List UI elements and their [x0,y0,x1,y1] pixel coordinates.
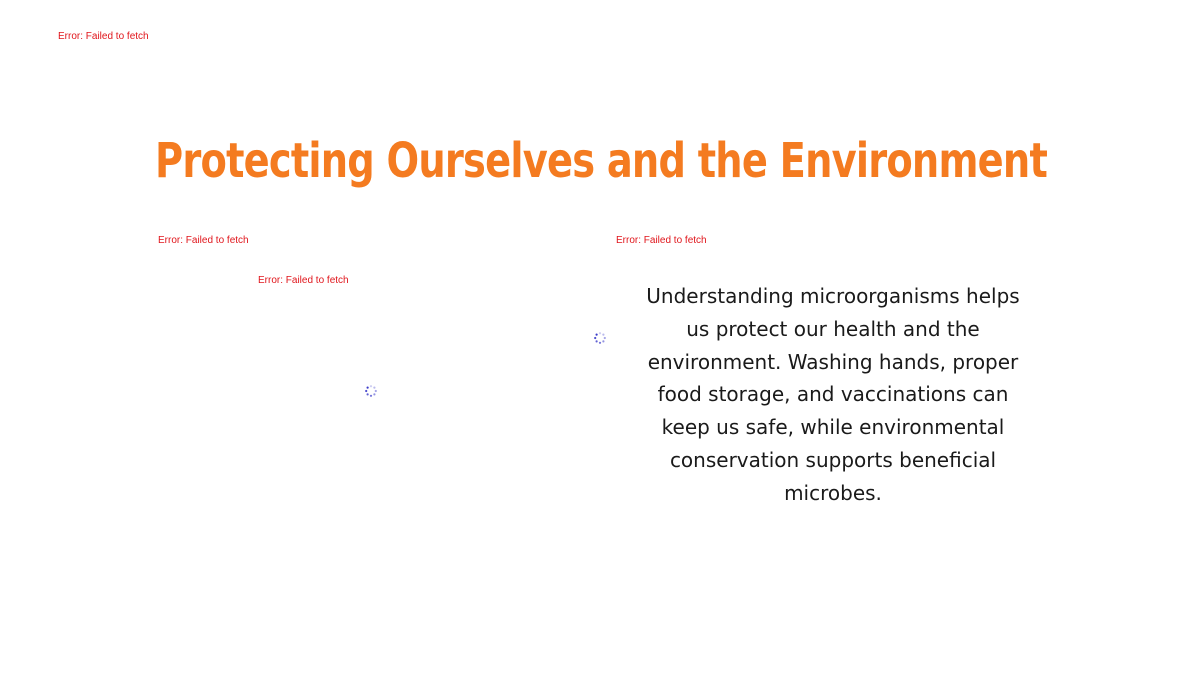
error-message-top: Error: Failed to fetch [58,31,149,42]
error-message-left-column: Error: Failed to fetch [158,235,249,246]
error-message-right-column: Error: Failed to fetch [616,235,707,246]
loading-spinner-icon [594,332,606,344]
error-message-left-image: Error: Failed to fetch [258,275,349,286]
loading-spinner-icon [365,385,377,397]
slide-body-text: Understanding microorganisms helps us protect our health and the environment. Washing hands, proper food storage, and vaccinations can keep us safe, while environmental conservation supports beneficial microbes. [646,284,1020,505]
slide-title: Protecting Ourselves and the Environment [155,133,1047,189]
